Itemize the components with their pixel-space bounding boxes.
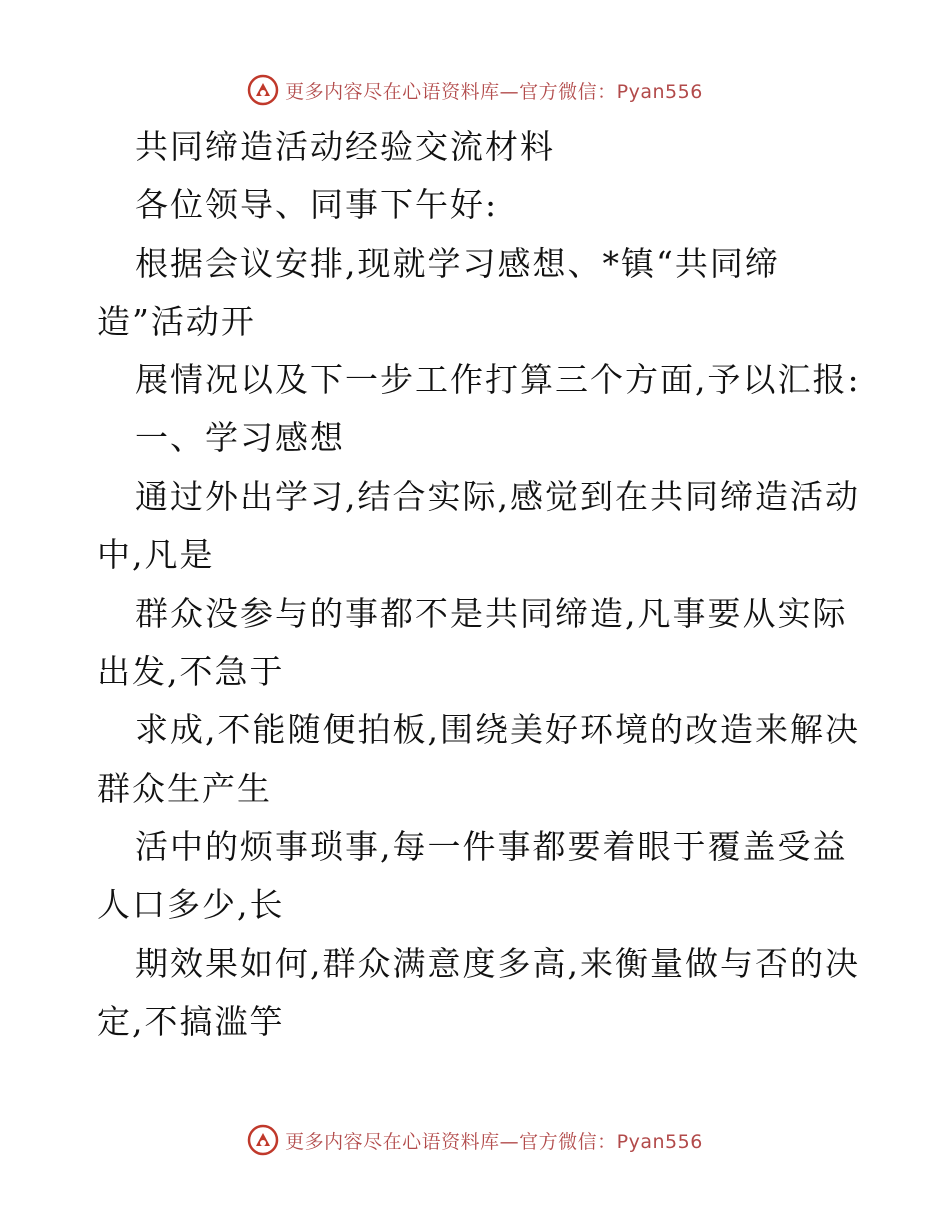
- doc-paragraph-line: 展情况以及下一步工作打算三个方面,予以汇报:: [135, 360, 861, 399]
- doc-title: 共同缔造活动经验交流材料: [135, 127, 555, 166]
- doc-paragraph-line: 出发,不急于: [97, 652, 285, 691]
- header-banner: [0, 70, 950, 110]
- doc-paragraph-line: 通过外出学习,结合实际,感觉到在共同缔造活动: [135, 477, 860, 516]
- logo-icon: [247, 1124, 279, 1156]
- footer-banner-text: 更多内容尽在心语资料库—官方微信：Pyan556: [285, 1130, 703, 1153]
- doc-greeting: 各位领导、同事下午好:: [135, 185, 499, 224]
- doc-section-heading: 一、学习感想: [135, 418, 345, 457]
- doc-paragraph-line: 求成,不能随便拍板,围绕美好环境的改造来解决: [135, 710, 860, 749]
- doc-paragraph-line: 群众生产生: [97, 769, 272, 808]
- doc-paragraph-line: 群众没参与的事都不是共同缔造,凡事要从实际: [135, 594, 848, 633]
- doc-paragraph-line: 人口多少,长: [97, 885, 285, 924]
- header-banner-text: 更多内容尽在心语资料库—官方微信：Pyan556: [285, 80, 703, 103]
- footer-banner: [0, 1120, 950, 1160]
- logo-icon: [247, 74, 279, 106]
- doc-paragraph-line: 根据会议安排,现就学习感想、*镇“共同缔: [135, 244, 780, 283]
- doc-paragraph-line: 期效果如何,群众满意度多高,来衡量做与否的决: [135, 944, 860, 983]
- doc-paragraph-line: 活中的烦事琐事,每一件事都要着眼于覆盖受益: [135, 827, 848, 866]
- doc-paragraph-line: 造”活动开: [97, 302, 256, 341]
- doc-paragraph-line: 中,凡是: [97, 535, 215, 574]
- doc-paragraph-line: 定,不搞滥竽: [97, 1002, 285, 1041]
